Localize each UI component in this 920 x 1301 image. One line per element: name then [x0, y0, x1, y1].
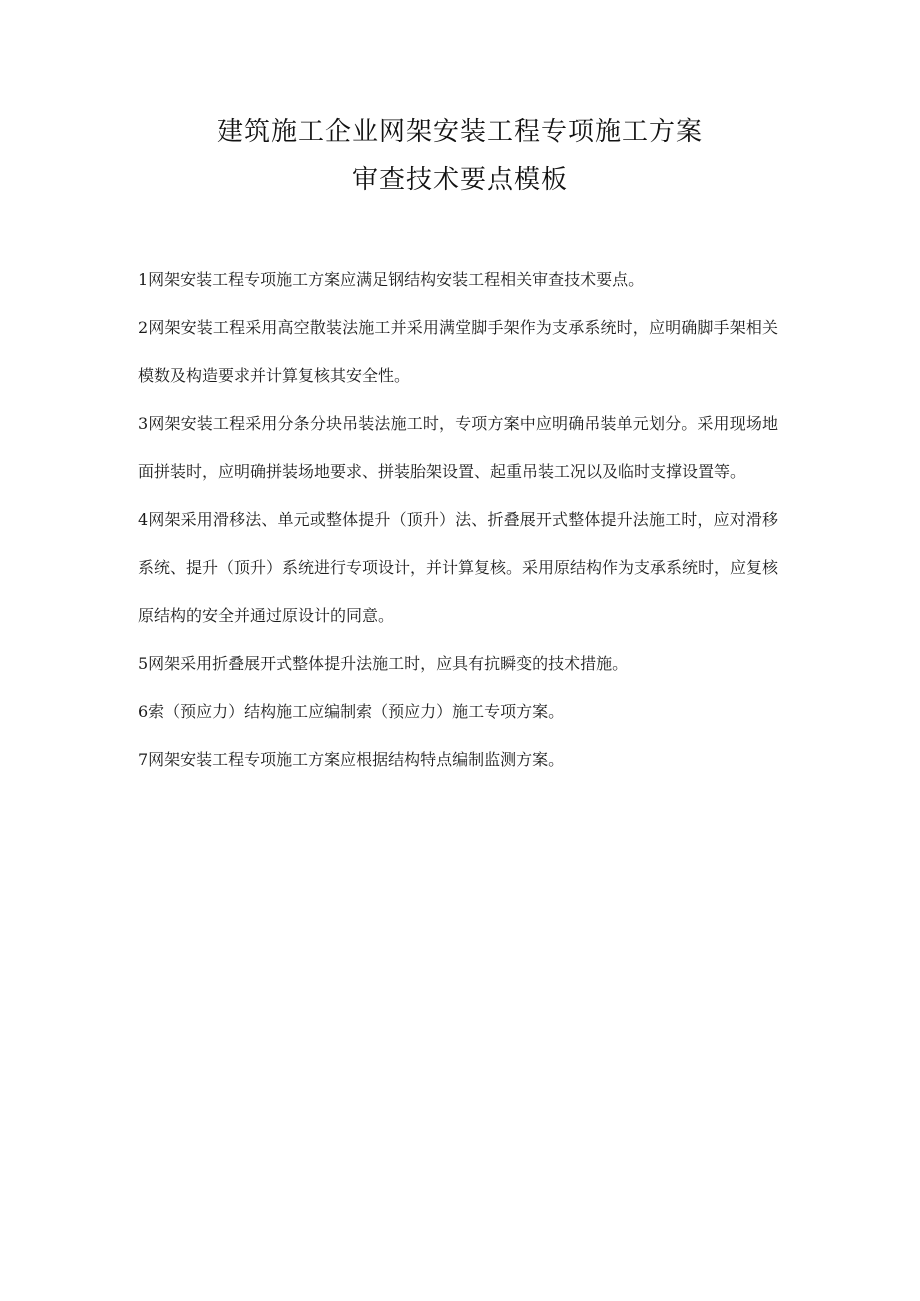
paragraph-3: 3网架安装工程采用分条分块吊装法施工时，专项方案中应明确吊装单元划分。采用现场地面拼装时，应明确拼装场地要求、拼装胎架设置、起重吊装工况以及临时支撑设置等。 [138, 414, 778, 481]
paragraph-1: 1网架安装工程专项施工方案应满足钢结构安装工程相关审查技术要点。 [138, 270, 645, 289]
title-line-2: 审查技术要点模板 [351, 165, 568, 195]
paragraph-4: 4网架采用滑移法、单元或整体提升（顶升）法、折叠展开式整体提升法施工时，应对滑移系统、提升（顶升）系统进行专项设计，并计算复核。采用原结构作为支承系统时，应复核原结构的安全并通过原设计的同意。 [138, 510, 779, 625]
document-title [0, 108, 920, 204]
document-body [138, 256, 778, 784]
paragraph-5: 5网架采用折叠展开式整体提升法施工时，应具有抗瞬变的技术措施。 [138, 654, 629, 673]
paragraph-7: 7网架安装工程专项施工方案应根据结构特点编制监测方案。 [138, 750, 565, 769]
title-line-1: 建筑施工企业网架安装工程专项施工方案 [216, 117, 703, 147]
paragraph-2: 2网架安装工程采用高空散装法施工并采用满堂脚手架作为支承系统时，应明确脚手架相关模数及构造要求并计算复核其安全性。 [138, 318, 778, 385]
paragraph-6: 6索（预应力）结构施工应编制索（预应力）施工专项方案。 [138, 702, 565, 721]
